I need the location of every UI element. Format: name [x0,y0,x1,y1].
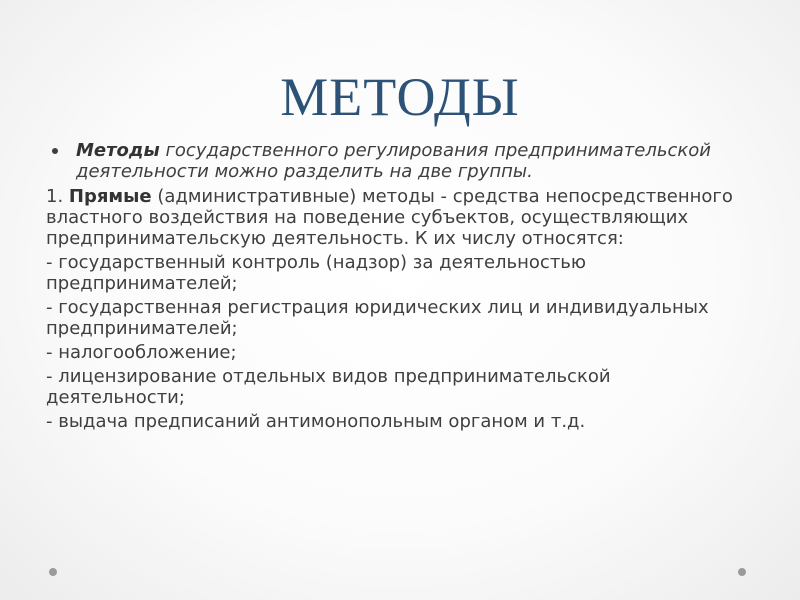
direct-methods-text: (административные) методы - средства непосредственного властного воздействия на поведение субъектов, осуществляющих предпринимательскую деятельность. К их числу относятся: [46,186,733,249]
slide-content [46,140,746,432]
direct-methods-term: Прямые [68,186,152,207]
corner-dot-right-icon [738,568,746,576]
direct-methods-paragraph [46,186,746,249]
list-item: - лицензирование отдельных видов предпринимательской деятельности; [46,366,611,408]
list-item: - выдача предписаний антимонопольным органом и т.д. [46,411,586,432]
intro-bold-term: Методы [76,140,160,161]
slide-title: МЕТОДЫ [280,67,520,127]
bullet-dot-icon [52,148,58,154]
list-item: - государственный контроль (надзор) за деятельностью предпринимателей; [46,252,587,294]
intro-text: государственного регулирования предпринимательской деятельности можно разделить на две группы. [76,140,711,182]
list-item: - государственная регистрация юридических лиц и индивидуальных предпринимателей; [46,297,709,339]
list-item: - налогообложение; [46,342,237,363]
direct-methods-number: 1. [46,186,69,207]
corner-dot-left-icon [49,568,57,576]
intro-bullet [46,140,746,182]
